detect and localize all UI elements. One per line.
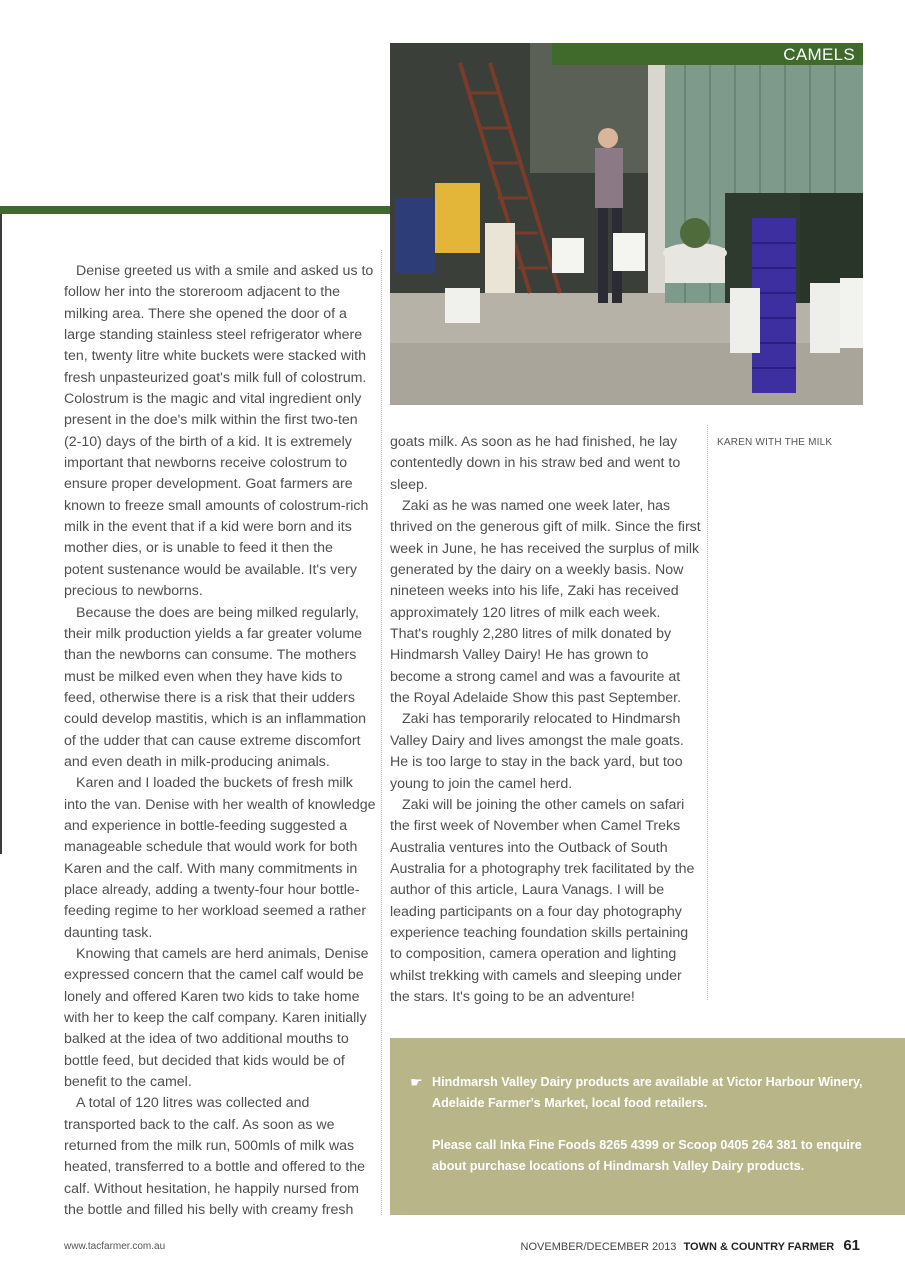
paragraph: Zaki as he was named one week later, has thrived on the generous gift of milk. Since the first week in June, he has received the surplus of milk generated by the dairy on a weekly basis. Now nineteen weeks into his life, Zaki has received approximately 120 litres of milk each week. That's roughly 2,280 litres of milk donated by Hindmarsh Valley Dairy! He has grown to become a strong camel and was a favourite at the Royal Adelaide Show this past September.	[390, 498, 701, 707]
column-divider	[707, 425, 708, 1000]
paragraph: Zaki will be joining the other camels on safari the first week of November when Camel Treks Australia ventures into the Outback of South Australia for a photography trek facilitated by the author of this article, Laura Vanags. I will be leading participants on a four day photography experience teaching foundation skills pertaining to composition, camera operation and lighting whilst trekking with camels and sleeping under the stars. It's going to be an adventure!	[390, 796, 695, 1005]
info-box	[390, 1038, 905, 1215]
paragraph: Karen and I loaded the buckets of fresh milk into the van. Denise with her wealth of knowledge and experience in bottle-feeding suggested a manageable schedule that would work for both Karen and the calf. With many commitments in place already, adding a twenty-four hour bottle-feeding regime to her workload seemed a rather daunting task.	[64, 775, 376, 941]
page-number: 61	[843, 1237, 860, 1254]
green-header-rule	[0, 206, 390, 214]
info-text: Please call Inka Fine Foods 8265 4399 or Scoop 0405 264 381 to enquire about purchase locations of Hindmarsh Valley Dairy products.	[432, 1138, 862, 1173]
issue-date: NOVEMBER/DECEMBER 2013	[520, 1241, 677, 1253]
paragraph: Zaki has temporarily relocated to Hindmarsh Valley Dairy and lives amongst the male goats. He is too large to stay in the back yard, but too young to join the camel herd.	[390, 711, 684, 792]
paragraph: goats milk. As soon as he had finished, he lay contentedly down in his straw bed and went to sleep.	[390, 434, 681, 493]
photo-caption: KAREN WITH THE MILK	[717, 437, 833, 448]
publication-name: TOWN & COUNTRY FARMER	[683, 1241, 835, 1253]
left-margin-line	[0, 214, 2, 854]
info-text: Hindmarsh Valley Dairy products are available at Victor Harbour Winery, Adelaide Farmer's Market, local food retailers.	[432, 1075, 863, 1110]
pointing-hand-icon: ☛	[410, 1074, 423, 1090]
paragraph: Knowing that camels are herd animals, Denise expressed concern that the camel calf would be lonely and offered Karen two kids to take home with her to keep the calf company. Karen initially balked at the idea of two additional mouths to bottle feed, but decided that kids would be of benefit to the camel.	[64, 946, 369, 1091]
column-divider	[381, 250, 382, 1215]
article-column-middle	[390, 432, 702, 1008]
paragraph: Denise greeted us with a smile and asked us to follow her into the storeroom adjacent to the milking area. There she opened the door of a large standing stainless steel refrigerator where ten, twenty litre white buckets were stacked with fresh unpasteurized goat's milk full of colostrum. Colostrum is the magic and vital ingredient only present in the doe's milk within the first two-ten (2-10) days of the birth of a kid. It is extremely important that newborns receive colostrum to ensure proper development. Goat farmers are known to freeze small amounts of colostrum-rich milk in the event that if a kid were born and its mother dies, or is unable to feed it then the potent sustenance would be available. It's very precious to newborns.	[64, 263, 374, 600]
article-photo	[390, 43, 863, 405]
footer-url[interactable]: www.tacfarmer.com.au	[64, 1241, 166, 1252]
paragraph: Because the does are being milked regularly, their milk production yields a far greater volume than the newborns can consume. The mothers must be milked even when they have kids to feed, otherwise there is a risk that their udders could develop mastitis, which is an inflammation of the udder that can cause extreme discomfort and even death in milk-producing animals.	[64, 604, 367, 770]
paragraph: A total of 120 litres was collected and transported back to the calf. As soon as we returned from the milk run, 500mls of milk was heated, transferred to a bottle and offered to the calf. Without hesitation, he happily nursed from the bottle and filled his belly with creamy fresh	[64, 1095, 366, 1219]
article-column-left	[64, 261, 376, 1221]
section-tag: CAMELS	[552, 43, 863, 65]
footer-folio	[521, 1237, 860, 1254]
